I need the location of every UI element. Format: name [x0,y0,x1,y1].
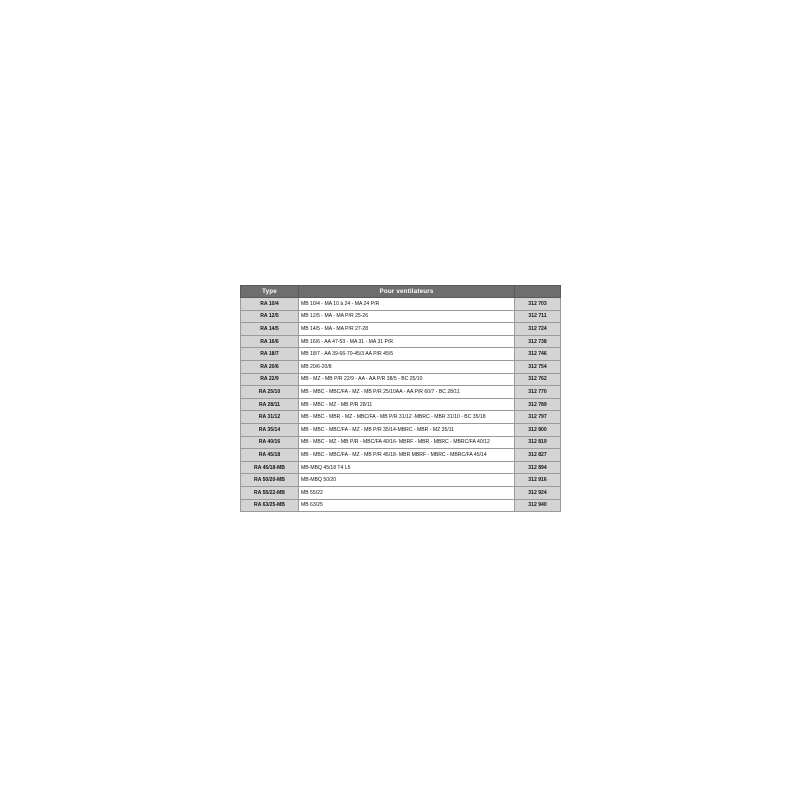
table-row [241,298,561,311]
cell-reference: 312 819 [515,436,561,449]
table-row [241,474,561,487]
cell-type: RA 63/25-MB [241,499,299,512]
table-row [241,373,561,386]
cell-reference: 312 724 [515,323,561,336]
cell-type: RA 10/4 [241,298,299,311]
parts-table-container [240,285,560,512]
cell-type: RA 25/10 [241,386,299,399]
table-body [241,298,561,512]
cell-fans: MB - MBC - MBC/FA - MZ - MB P/R 25/10AA - AA P/R 60/7 - BC 28/11 [299,386,515,399]
cell-reference: 312 800 [515,423,561,436]
cell-fans: MB 55/22 [299,486,515,499]
cell-fans: MB 12/5 - MA - MA P/R 25-26 [299,310,515,323]
table-row [241,486,561,499]
cell-fans: MB - MBC - MZ - MB P/R - MBC/FA 40/16- MBRF - MBR - MBRC - MBRC/FA 40/12 [299,436,515,449]
cell-fans: MB - MBC - MBC/FA - MZ - MB P/R 45/18- MBR MBRF - MBRC - MBRC/FA 45/14 [299,449,515,462]
cell-reference: 312 754 [515,360,561,373]
cell-reference: 312 770 [515,386,561,399]
cell-fans: MB 63/25 [299,499,515,512]
cell-fans: MB-MBQ 50/20 [299,474,515,487]
table-row [241,323,561,336]
column-header-type: Type [241,286,299,298]
cell-reference: 312 827 [515,449,561,462]
column-header-reference [515,286,561,298]
table-row [241,411,561,424]
cell-type: RA 16/6 [241,335,299,348]
cell-fans: MB - MBC - MBC/FA - MZ - MB P/R 35/14-MBRC - MBR - MZ 35/11 [299,423,515,436]
cell-type: RA 20/6 [241,360,299,373]
cell-fans: MB 16/6 - AA 47-53 - MA 31 - MA 31 P/R [299,335,515,348]
table-row [241,386,561,399]
cell-reference: 312 924 [515,486,561,499]
cell-type: RA 40/16 [241,436,299,449]
cell-reference: 312 703 [515,298,561,311]
table-row [241,449,561,462]
cell-fans: MB 14/5 - MA - MA P/R 27-28 [299,323,515,336]
cell-reference: 312 746 [515,348,561,361]
table-header [241,286,561,298]
parts-table [240,285,561,512]
cell-type: RA 12/5 [241,310,299,323]
cell-fans: MB-MBQ 45/18 T4 L5 [299,461,515,474]
cell-type: RA 45/18-MB [241,461,299,474]
table-row [241,423,561,436]
cell-type: RA 31/12 [241,411,299,424]
table-row [241,499,561,512]
table-header-row [241,286,561,298]
cell-type: RA 55/22-MB [241,486,299,499]
cell-reference: 312 711 [515,310,561,323]
cell-type: RA 35/14 [241,423,299,436]
cell-reference: 312 940 [515,499,561,512]
cell-fans: MB - MBC - MZ - MB P/R 28/11 [299,398,515,411]
cell-reference: 312 916 [515,474,561,487]
cell-type: RA 45/18 [241,449,299,462]
cell-type: RA 28/11 [241,398,299,411]
table-row [241,398,561,411]
cell-fans: MB - MBC - MBR - MZ - MBC/FA - MB P/R 31/12 -MBRC - MBR 31/10 - BC 35/18 [299,411,515,424]
cell-type: RA 22/9 [241,373,299,386]
column-header-fans: Pour ventilateurs [299,286,515,298]
table-row [241,436,561,449]
table-row [241,360,561,373]
cell-reference: 312 894 [515,461,561,474]
table-row [241,310,561,323]
cell-type: RA 50/20-MB [241,474,299,487]
cell-reference: 312 762 [515,373,561,386]
cell-fans: MB 20/6-20/8 [299,360,515,373]
cell-fans: MB 18/7 - AA 39-66-70-45/3 AA P/R 45/5 [299,348,515,361]
cell-reference: 312 738 [515,335,561,348]
cell-reference: 312 797 [515,411,561,424]
cell-reference: 312 789 [515,398,561,411]
table-row [241,335,561,348]
cell-fans: MB 10/4 - MA 10 à 24 - MA 24 P/R [299,298,515,311]
table-row [241,348,561,361]
cell-type: RA 14/5 [241,323,299,336]
table-row [241,461,561,474]
cell-fans: MB - MZ - MB P/R 22/9 - AA - AA P/R 38/5 - BC 25/10 [299,373,515,386]
cell-type: RA 18/7 [241,348,299,361]
